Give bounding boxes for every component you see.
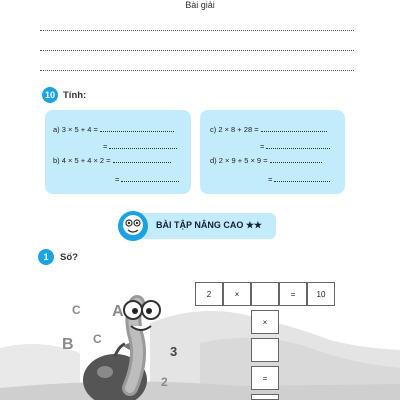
expression-b	[53, 156, 171, 165]
number-2: 2	[161, 375, 168, 389]
number-3: 3	[170, 344, 178, 359]
answer-line-3[interactable]	[40, 70, 354, 71]
answer-blank-a1[interactable]	[100, 131, 174, 132]
equals-sign: =	[268, 175, 273, 184]
answer-line-2[interactable]	[40, 50, 354, 51]
mascot-icon	[116, 209, 150, 243]
answer-blank-c1[interactable]	[261, 131, 327, 132]
expression-d-text: d) 2 × 9 + 5 × 9 =	[210, 156, 268, 165]
expression-c	[210, 125, 327, 134]
expression-d	[210, 156, 322, 165]
star-icon: ★★	[245, 220, 262, 230]
grid-cell-operator: ×	[251, 310, 279, 334]
advanced-title-text: BÀI TẬP NÂNG CAO	[156, 220, 244, 230]
letter-c: C	[93, 332, 102, 346]
answer-blank-a2[interactable]	[109, 148, 177, 149]
worm-apple-illustration	[75, 288, 185, 400]
expression-d-step	[268, 175, 330, 184]
exercise-number-badge: 10	[42, 87, 58, 103]
expression-a-step	[103, 142, 177, 151]
letter-c: C	[72, 303, 81, 317]
grid-cell-number: 2	[195, 282, 223, 306]
equals-sign: =	[260, 142, 265, 151]
expression-a	[53, 125, 174, 134]
grid-cell-operator: ×	[223, 282, 251, 306]
grid-cell-equals: =	[251, 366, 279, 390]
expression-b-step	[115, 175, 179, 184]
grid-cell-blank[interactable]	[251, 394, 279, 400]
exercise-title: Tính:	[63, 90, 87, 101]
expression-a-text: a) 3 × 5 + 4 =	[53, 125, 98, 134]
letter-a: A	[112, 303, 124, 320]
expression-b-text: b) 4 × 5 + 4 × 2 =	[53, 156, 111, 165]
answer-blank-d1[interactable]	[270, 162, 322, 163]
letter-b: B	[62, 336, 74, 353]
advanced-title	[156, 220, 262, 231]
grid-cell-equals: =	[279, 282, 307, 306]
answer-blank-b1[interactable]	[113, 162, 171, 163]
solution-heading: Bài giải	[185, 0, 215, 10]
expression-c-text: c) 2 × 8 + 28 =	[210, 125, 259, 134]
exercise-number-badge: 1	[38, 249, 54, 265]
answer-blank-c2[interactable]	[266, 148, 330, 149]
equals-sign: =	[103, 142, 108, 151]
grid-cell-blank[interactable]	[251, 338, 279, 362]
answer-blank-b2[interactable]	[121, 181, 179, 182]
answer-blank-d2[interactable]	[274, 181, 330, 182]
equals-sign: =	[115, 175, 120, 184]
grid-cell-result: 10	[307, 282, 335, 306]
exercise-title: Số?	[60, 252, 78, 263]
expression-c-step	[260, 142, 330, 151]
answer-line-1[interactable]	[40, 30, 354, 31]
grid-cell-blank[interactable]	[251, 282, 279, 306]
